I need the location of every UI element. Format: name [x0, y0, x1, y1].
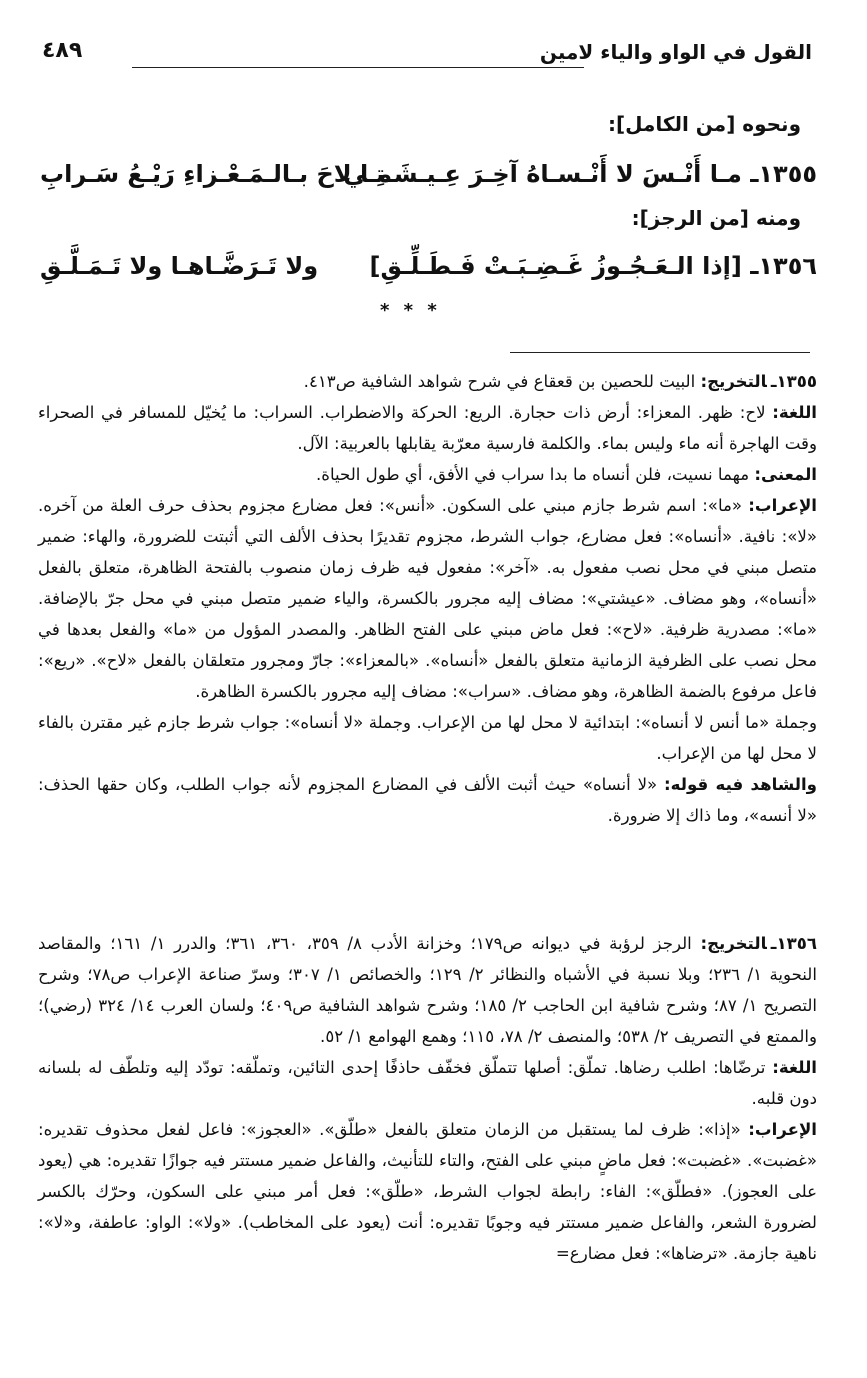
- footnote-1356-lugha: [38, 1052, 817, 1114]
- mana-text: مهما نسيت، فلن أنساه ما بدا سراب في الأفق، أي طول الحياة.: [316, 465, 755, 484]
- shahid-label: والشاهد فيه قوله:: [664, 775, 817, 794]
- footnote-number: ١٣٥٥ـ: [770, 372, 817, 391]
- lugha-label: اللغة:: [772, 403, 817, 422]
- jumla-text: وجملة «ما أنس لا أنساه»: ابتدائية لا محل لها من الإعراب. وجملة «لا أنساه»: جواب شرط جازم غير مقترن بالفاء لا محل لها من الإعراب.: [38, 713, 817, 763]
- footnote-1355: [38, 366, 817, 831]
- footnote-1355-takhrij: [38, 366, 817, 397]
- verse-1355-first-hemistich: ١٣٥٥ـ مـا أَنْـسَ لا أَنْـسـاهُ آخِـرَ عِـيـشَـتِـي: [343, 160, 817, 188]
- irab-label: الإعراب:: [748, 496, 817, 515]
- footnote-1356: [38, 928, 817, 1269]
- footnote-1355-irab: [38, 490, 817, 707]
- lugha-text: ترضّاها: اطلب رضاها. تملّق: أصلها تتملّق فخفّف حاذفًا إحدى التائين، وتملّقه: تودّد إليه وتلطّف له بلسانه دون قلبه.: [38, 1058, 817, 1108]
- lugha-text: لاح: ظهر. المعزاء: أرض ذات حجارة. الريع: الحركة والاضطراب. السراب: ما يُخيّل للمسافر في الصحراء وقت الهاجرة أنه ماء وليس بماء. والكلمة فارسية معرّبة يقابلها بالعربية: الآل.: [38, 403, 817, 453]
- shahid-text: «لا أنساه» حيث أثبت الألف في المضارع المجزوم لأنه جواب الطلب، وكان حقها الحذف: «لا أنسه»، وما ذاك إلا ضرورة.: [38, 775, 817, 825]
- footnote-number: ١٣٥٦ـ: [770, 934, 817, 953]
- irab-text: «ما»: اسم شرط جازم مبني على السكون. «أنس»: فعل مضارع مجزوم بحذف حرف العلة من آخره. «لا»: نافية. «أنساه»: فعل مضارع، جواب الشرط، مجزوم تقديرًا بحذف الألف التي أثبتت للضرورة، والهاء: ضمير متصل مبني في محل نصب مفعول به. «آخر»: مفعول فيه ظرف زمان منصوب بالفتحة الظاهرة، متعلق بالفعل «أنساه»، وهو مضاف. «عيشتي»: مضاف إليه مجرور بالكسرة، والياء ضمير متصل مبني في محل جرّ بالإضافة. «ما»: مصدرية ظرفية. «لاح»: فعل ماض مبني على الفتح الظاهر. والمصدر المؤول من «ما» والفعل بعدها في محل نصب على الظرفية الزمانية متعلق بالفعل «أنساه». «بالمعزاء»: جارّ ومجرور متعلقان بالفعل «لاح». «ريع»: فاعل مرفوع بالضمة الظاهرة، وهو مضاف. «سراب»: مضاف إليه مجرور بالكسرة الظاهرة.: [38, 496, 817, 701]
- verse-1356-intro: ومنه [من الرجز]:: [631, 206, 801, 230]
- takhrij-text: الرجز لرؤبة في ديوانه ص١٧٩؛ وخزانة الأدب ٨/ ٣٥٩، ٣٦٠، ٣٦١؛ والدرر ١/ ١٦١؛ والمقاصد النحوية ١/ ٢٣٦؛ وبلا نسبة في الأشباه والنظائر ٢/ ١٢٩؛ والخصائص ١/ ٣٠٧؛ وسرّ صناعة الإعراب ص٧٨؛ وشرح التصريح ١/ ٨٧؛ وشرح شافية ابن الحاجب ٢/ ١٨٥؛ وشرح شواهد الشافية ص٤٠٩؛ ولسان العرب ١٤/ ٣٢٤ (رضي)؛ والممتع في التصريف ٢/ ٥٣٨؛ والمنصف ٢/ ٧٨، ١١٥؛ وهمع الهوامع ١/ ٥٢.: [38, 934, 818, 1046]
- header-rule: [132, 67, 584, 68]
- takhrij-label: التخريج:: [700, 372, 767, 391]
- verse-1356-second-hemistich: ولا تَـرَضَّـاهـا ولا تَـمَـلَّـقِ: [40, 252, 319, 280]
- footnote-1356-irab: [38, 1114, 817, 1269]
- footnote-1355-shahid: [38, 769, 817, 831]
- verse-1355-intro: ونحوه [من الكامل]:: [607, 112, 801, 136]
- verse-1356-first-hemistich: ١٣٥٦ـ [إذا الـعَـجُـوزُ غَـضِـبَـتْ فَـطَـلِّـقِ]: [369, 252, 817, 280]
- lugha-label: اللغة:: [772, 1058, 817, 1077]
- irab-label: الإعراب:: [748, 1120, 817, 1139]
- takhrij-label: التخريج:: [700, 934, 767, 953]
- header-title: القول في الواو والياء لامين: [539, 40, 812, 64]
- verse-1356: [40, 252, 817, 294]
- footnote-1355-lugha: [38, 397, 817, 459]
- footnote-1355-jumla: [38, 707, 817, 769]
- footnote-rule: [510, 352, 810, 353]
- section-separator: * * *: [380, 300, 441, 321]
- takhrij-text: البيت للحصين بن قعقاع في شرح شواهد الشافية ص٤١٣.: [303, 372, 701, 391]
- verse-1355: [40, 160, 817, 202]
- page-number: ٤٨٩: [42, 38, 83, 63]
- running-header: [42, 38, 812, 78]
- irab-text: «إذا»: ظرف لما يستقبل من الزمان متعلق بالفعل «طلّق». «العجوز»: فاعل لفعل محذوف تقديره: «غضبت». «غضبت»: فعل ماضٍ مبني على الفتح، والتاء للتأنيث، والفاعل ضمير مستتر فيه جوازًا تقديره: هي (يعود على العجوز). «فطلّق»: الفاء: رابطة لجواب الشرط، «طلّق»: فعل أمر مبني على السكون، وحرّك بالكسر لضرورة الشعر، والفاعل ضمير مستتر فيه وجوبًا تقديره: أنت (يعود على المخاطب). «ولا»: الواو: عاطفة، و«لا»: ناهية جازمة. «ترضاها»: فعل مضارع=: [38, 1120, 817, 1263]
- mana-label: المعنى:: [754, 465, 817, 484]
- footnote-1355-mana: [38, 459, 817, 490]
- footnote-1356-takhrij: [38, 928, 817, 1052]
- verse-1355-second-hemistich: مـا لاحَ بـالـمَـعْـزاءِ رَيْـعُ سَـرابِ: [40, 160, 393, 188]
